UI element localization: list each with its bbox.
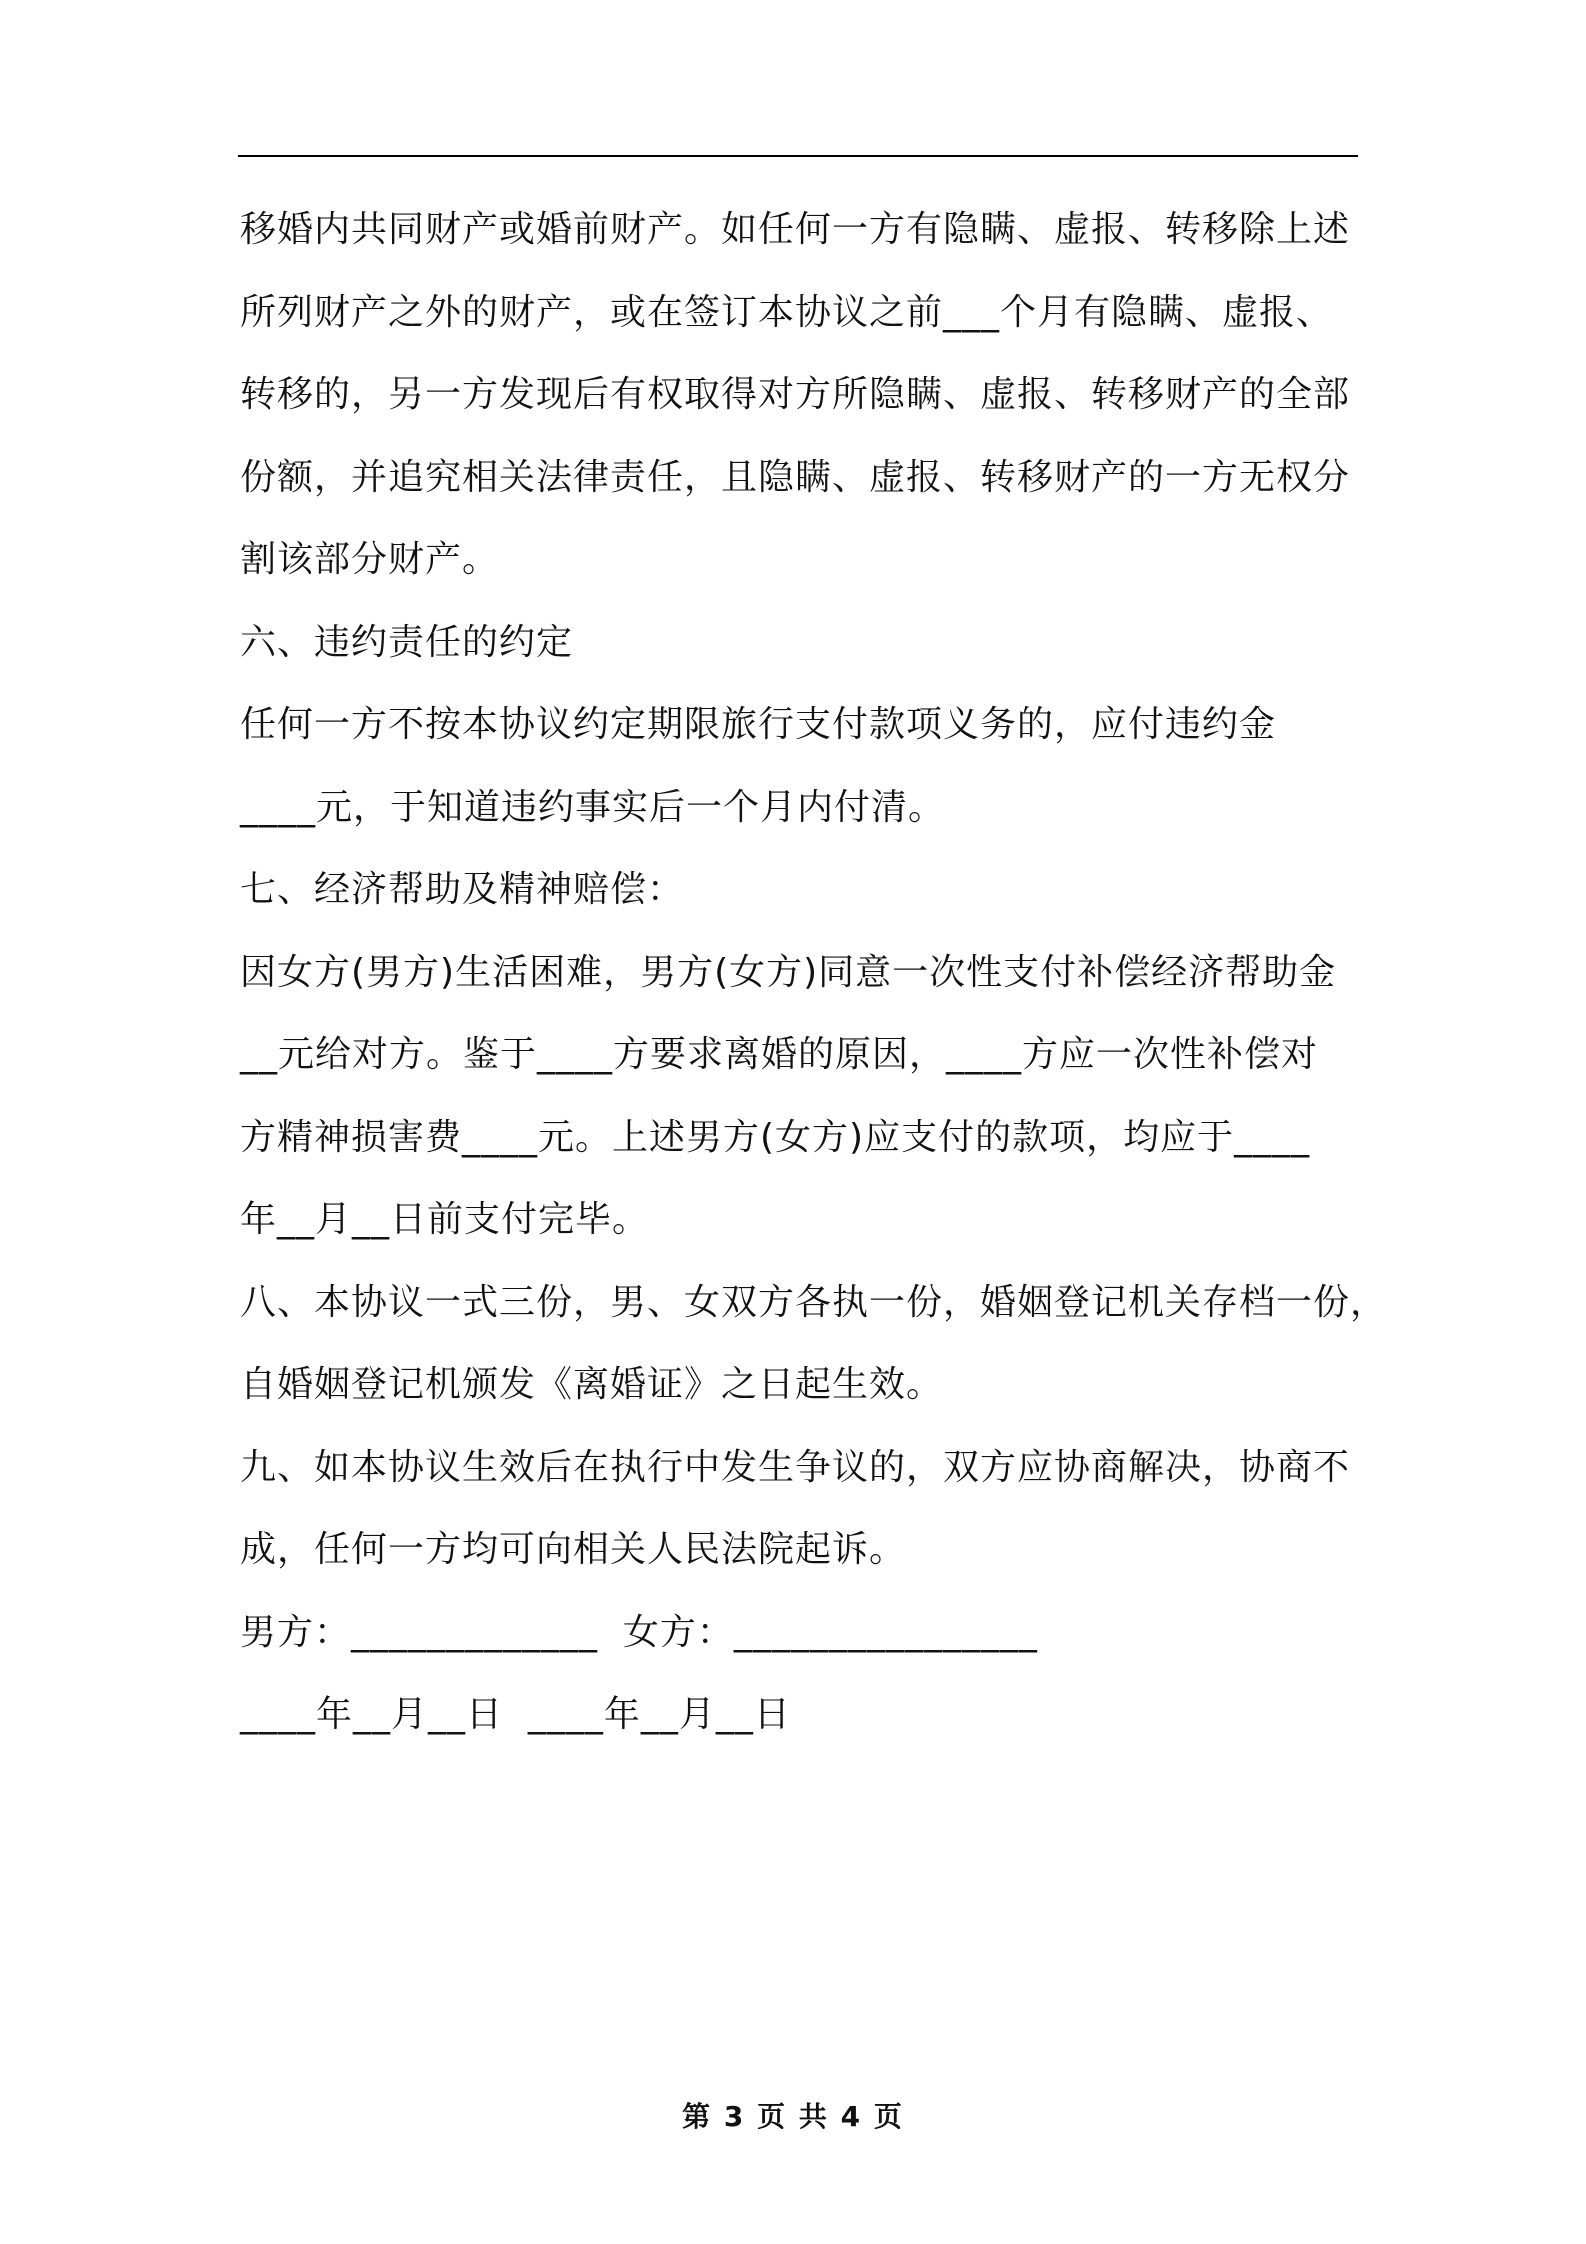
text-line: 移婚内共同财产或婚前财产。如任何一方有隐瞒、虚报、转移除上述 bbox=[240, 209, 1351, 250]
text-line: 八、本协议一式三份，男、女双方各执一份，婚姻登记机关存档一份， bbox=[240, 1281, 1388, 1323]
date-line: ____年__月__日 ____年__月__日 bbox=[240, 1694, 791, 1735]
section-heading: 六、违约责任的约定 bbox=[240, 621, 574, 663]
text-line: 所列财产之外的财产，或在签订本协议之前___个月有隐瞒、虚报、 bbox=[240, 291, 1334, 333]
text-line: ____元，于知道违约事实后一个月内付清。 bbox=[240, 786, 946, 828]
text-line: 因女方(男方)生活困难，男方(女方)同意一次性支付补偿经济帮助金 bbox=[240, 951, 1337, 993]
text-line: 年__月__日前支付完毕。 bbox=[240, 1199, 650, 1240]
text-line: 转移的，另一方发现后有权取得对方所隐瞒、虚报、转移财产的全部 bbox=[240, 374, 1351, 415]
text-line: 割该部分财产。 bbox=[240, 539, 500, 580]
text-line: 任何一方不按本协议约定期限旅行支付款项义务的，应付违约金 bbox=[240, 704, 1277, 745]
page-number: 第 3 页 共 4 页 bbox=[682, 2100, 904, 2133]
text-line: __元给对方。鉴于____方要求离婚的原因，____方应一次性补偿对 bbox=[240, 1034, 1319, 1075]
text-line: 份额，并追究相关法律责任，且隐瞒、虚报、转移财产的一方无权分 bbox=[240, 456, 1351, 498]
text-line: 九、如本协议生效后在执行中发生争议的，双方应协商解决，协商不 bbox=[240, 1446, 1351, 1488]
header-rule bbox=[238, 155, 1358, 157]
text-line: 自婚姻登记机颁发《离婚证》之日起生效。 bbox=[240, 1364, 944, 1405]
section-heading: 七、经济帮助及精神赔偿： bbox=[240, 869, 685, 910]
text-line: 成，任何一方均可向相关人民法院起诉。 bbox=[240, 1529, 907, 1570]
document-body bbox=[240, 198, 1388, 1766]
text-line: 方精神损害费____元。上述男方(女方)应支付的款项，均应于____ bbox=[240, 1116, 1311, 1158]
signature-line: 男方：_____________ 女方：________________ bbox=[240, 1611, 1038, 1653]
